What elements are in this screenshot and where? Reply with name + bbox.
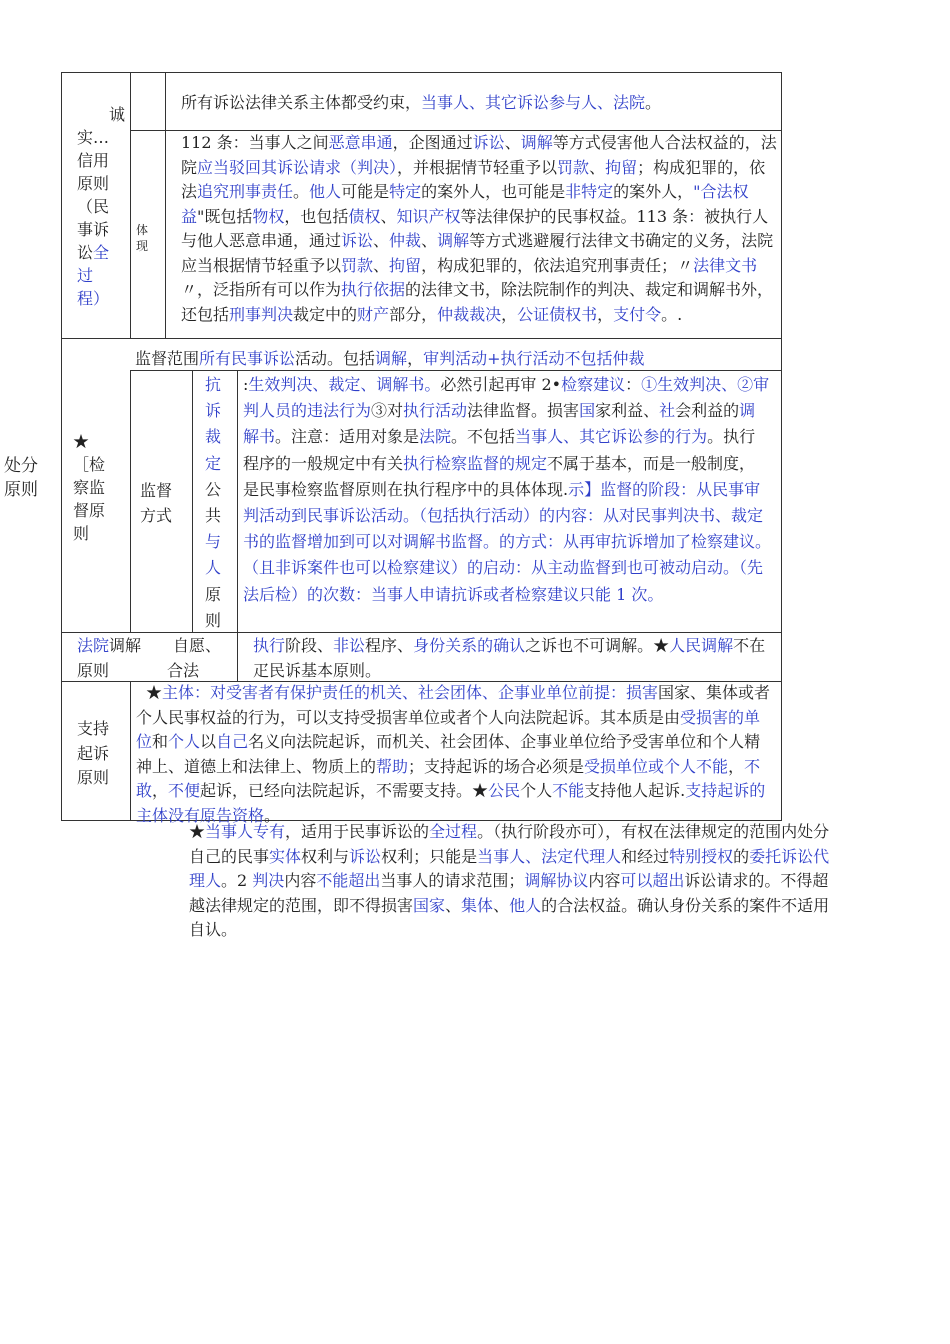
label-char: 诚 bbox=[109, 105, 126, 124]
highlight-text: ①生效判决、②审判人员的违法行为 bbox=[243, 375, 770, 421]
highlight-text: 受损害的单位 bbox=[136, 707, 761, 751]
text-segment: 内容 bbox=[284, 871, 317, 890]
chengxin-row1 bbox=[181, 91, 777, 116]
highlight-text: 支付令 bbox=[613, 304, 662, 324]
text-segment: 支持他人起诉. bbox=[584, 781, 686, 800]
text-segment: 调解 bbox=[109, 636, 142, 655]
highlight-text: 财产 bbox=[357, 304, 390, 324]
text-segment: ， bbox=[728, 756, 745, 776]
label-line bbox=[77, 287, 129, 310]
label-char: 事诉 bbox=[77, 220, 110, 239]
highlight-text: 调解书 bbox=[243, 401, 756, 447]
jiancha-range bbox=[135, 347, 775, 372]
text-segment: 权利与 bbox=[301, 846, 350, 866]
table-rule bbox=[165, 72, 166, 338]
text-segment: ， bbox=[597, 304, 614, 324]
highlight-text: 执行依据 bbox=[341, 280, 406, 299]
highlight-text: 债权 bbox=[348, 206, 381, 226]
highlight-text: 不能 bbox=[552, 781, 585, 800]
label-char: 程） bbox=[77, 289, 110, 308]
text-segment: 必然引起再审 2• bbox=[440, 375, 562, 394]
highlight-text: 诉讼 bbox=[472, 133, 505, 152]
text-segment: 等法律保护的民事权益。113 条：被执行人与他人恶意串通，通过 bbox=[181, 206, 769, 250]
text-segment: 以 bbox=[200, 732, 217, 751]
table-rule bbox=[130, 72, 131, 338]
highlight-text: 审判活动+执行活动不包括仲裁 bbox=[423, 349, 645, 368]
highlight-text: 社 bbox=[659, 401, 676, 421]
text-segment: 不在疋民诉基本原则。 bbox=[253, 636, 766, 680]
table-rule bbox=[192, 370, 193, 632]
table-border-top bbox=[61, 72, 781, 73]
text-segment: 。2 bbox=[221, 871, 253, 890]
table-border-right bbox=[781, 72, 782, 821]
highlight-text: 拘留 bbox=[389, 255, 422, 275]
highlight-text: 国家 bbox=[413, 895, 446, 915]
highlight-text: 他人 bbox=[309, 182, 342, 201]
highlight-text: 受损单位或个人不能 bbox=[584, 756, 729, 776]
text-segment: 法律监督。损害 bbox=[467, 401, 580, 421]
text-segment: ， bbox=[407, 349, 424, 368]
highlight-text: 法院 bbox=[419, 427, 452, 447]
text-segment: 。 bbox=[645, 93, 662, 112]
highlight-text: 主体：对受害者有保护责任的机关、社会团体、企事业单位前提：损害 bbox=[162, 683, 659, 702]
text-segment: 和 bbox=[152, 732, 169, 751]
text-segment: 之诉也不可调解。★ bbox=[525, 636, 670, 655]
text-segment: 。 bbox=[293, 182, 310, 201]
highlight-text: 法律文书 bbox=[693, 255, 758, 275]
table-rule bbox=[237, 632, 238, 681]
text-segment: 、 bbox=[493, 895, 510, 915]
text-segment: 。不包括 bbox=[451, 427, 516, 447]
highlight-text: 应当驳回其诉讼请求（判决） bbox=[197, 157, 398, 177]
text-segment: 112 条：当事人之间 bbox=[181, 133, 329, 152]
label-char: 过 bbox=[77, 266, 94, 285]
text-segment: 部分， bbox=[389, 304, 438, 324]
method-label-text: 监督方式 bbox=[140, 481, 173, 525]
text-segment: 、 bbox=[445, 895, 462, 915]
text-segment: 诉讼请求的。不得超越法律规定的范围，即不得损害 bbox=[189, 871, 829, 915]
text-segment: 的法律文书，除法院制作的判决、裁定和调解书外，还包括 bbox=[181, 280, 774, 324]
highlight-text: 不能超出 bbox=[316, 871, 381, 890]
highlight-text: 人民调解 bbox=[669, 636, 734, 655]
highlight-text: 仲裁裁决 bbox=[437, 304, 502, 324]
highlight-text: 示】监督的阶段：从民事审判活动到民事诉讼活动。（包括执行活动）的内容：从对民事判决书、裁定书的监督增加到可以对调解书监督。的方式：从再审抗诉增加了检察建议。（且非诉案件也可以检察建议）的启动：从主动监督到也可被动启动。（先法后检）的次数：当事人申请抗诉或者检察建议只能 1 次。 bbox=[243, 479, 772, 604]
text-segment: 。. bbox=[661, 304, 683, 324]
tiaojie-content bbox=[253, 634, 773, 683]
text-segment: 。 bbox=[264, 805, 281, 825]
text-segment: 不属于基本，而是一般制度，是民事检察监督原则在执行程序中的具体体现. bbox=[243, 453, 756, 499]
text-segment: 裁定中的 bbox=[293, 304, 358, 324]
column-char: 定 bbox=[205, 453, 222, 473]
highlight-text: 调解 bbox=[375, 349, 408, 368]
jiancha-label bbox=[73, 430, 127, 545]
highlight-text: 当事人专有 bbox=[205, 822, 286, 841]
highlight-text: 当事人、法定代理人 bbox=[477, 846, 622, 866]
highlight-text: 可以超出 bbox=[620, 871, 685, 890]
table-rule bbox=[237, 370, 238, 632]
highlight-text: 生效判决、裁定、调解书。 bbox=[248, 375, 441, 394]
text-segment: 的合法权益。确认身份关系的案件不适用自认。 bbox=[189, 895, 830, 939]
label-char: 信用 bbox=[77, 151, 110, 170]
zhichi-content bbox=[136, 681, 776, 828]
label-char: 实… bbox=[77, 128, 110, 147]
column-char: 抗 bbox=[205, 375, 222, 394]
highlight-text: 当事人、其它诉讼参与人、法院 bbox=[421, 93, 646, 112]
table-rule bbox=[130, 681, 131, 820]
text-segment: 名义向法院起诉，而机关、社会团体、企事业单位给予受害单位和个人精神上、道德上和法律上、物质上的 bbox=[136, 732, 761, 776]
text-segment: 权利；只能是 bbox=[381, 846, 478, 866]
text-segment: ；支持起诉的场合必须是 bbox=[408, 756, 585, 776]
text-segment: ，构成犯罪的，依法追究刑事责任；〃 bbox=[421, 255, 694, 275]
highlight-text: 集体 bbox=[461, 895, 494, 915]
highlight-text: 物权 bbox=[252, 206, 285, 226]
label-line: 起诉 bbox=[77, 743, 110, 763]
tiaojie-mid2: 合法 bbox=[167, 660, 200, 680]
column-char: 原 bbox=[205, 584, 222, 604]
highlight-text: 执行活动 bbox=[403, 401, 468, 421]
text-segment: 家利益、 bbox=[595, 401, 660, 421]
text-segment: 〃，泛指所有可以作为 bbox=[181, 280, 342, 299]
highlight-text: 全过程 bbox=[429, 822, 478, 841]
label-char: 全 bbox=[93, 243, 110, 262]
highlight-text: 调解 bbox=[520, 133, 553, 152]
text-segment: "既包括 bbox=[197, 206, 253, 226]
jiancha-content bbox=[243, 372, 771, 608]
highlight-text: 实体 bbox=[269, 846, 302, 866]
text-segment: 程序、 bbox=[365, 636, 414, 655]
highlight-text: 公民 bbox=[488, 781, 521, 800]
chengxin-row2 bbox=[181, 131, 777, 327]
text-segment: ；构成犯罪的，依法 bbox=[181, 157, 766, 201]
table-border-left bbox=[61, 72, 62, 821]
text-segment: ★ bbox=[189, 822, 206, 841]
highlight-text: 特别授权 bbox=[669, 846, 734, 866]
text-segment: 的案外人， bbox=[613, 182, 694, 201]
column-char: 裁 bbox=[205, 427, 222, 447]
highlight-text: 不敢 bbox=[136, 756, 761, 800]
text-segment: 国家、集体或者个人民事权益的行为，可以支持受损害单位或者个人向法院起诉。其本质是由 bbox=[136, 683, 771, 727]
highlight-text: 他人 bbox=[509, 895, 542, 915]
column-char: 诉 bbox=[205, 401, 222, 421]
jiancha-label-text: ★［检察监督原则 bbox=[73, 432, 106, 543]
text-segment: 。（执行阶段亦可），有权在法律规定的范围内处分自己的民事 bbox=[189, 822, 830, 866]
chufen-paragraph bbox=[189, 820, 837, 943]
column-char: 共 bbox=[205, 506, 222, 526]
column-char: 人 bbox=[205, 558, 222, 578]
text-segment: 。注意：适用对象是 bbox=[275, 427, 420, 447]
highlight-text: 罚款 bbox=[557, 157, 590, 177]
text-segment: 等方式逃避履行法律文书确定的义务，法院应当根据情节轻重予以 bbox=[181, 231, 774, 275]
label-line: 原则 bbox=[77, 768, 110, 787]
highlight-text: 支持起诉的主体没有原告资格 bbox=[136, 781, 766, 825]
column-char: 与 bbox=[205, 532, 222, 552]
label-char: （民 bbox=[77, 197, 110, 216]
text-segment: 内容 bbox=[588, 871, 621, 890]
tiaojie-label bbox=[77, 634, 157, 683]
text-segment: ， bbox=[152, 781, 169, 800]
highlight-text: 调解协议 bbox=[524, 871, 589, 890]
text-segment: 阶段、 bbox=[285, 636, 334, 655]
highlight-text: 判决 bbox=[252, 871, 285, 890]
highlight-text: 公证债权书 bbox=[517, 304, 598, 324]
text-segment: ，并根据情节轻重予以 bbox=[397, 157, 558, 177]
text-segment: 、 bbox=[373, 255, 390, 275]
chengxin-label bbox=[77, 103, 129, 310]
highlight-text: 不便 bbox=[168, 781, 201, 800]
highlight-text: 罚款 bbox=[341, 255, 374, 275]
tiaojie-label-line2: 原则 bbox=[77, 660, 110, 680]
text-segment: 、 bbox=[373, 231, 390, 250]
highlight-text: 个人 bbox=[168, 732, 201, 751]
zhichi-label bbox=[77, 717, 125, 791]
highlight-text: 执行 bbox=[253, 636, 286, 655]
highlight-text: 法院 bbox=[77, 636, 110, 655]
highlight-text: 委托诉讼代理人 bbox=[189, 846, 830, 890]
text-segment: ③对 bbox=[371, 401, 404, 421]
text-segment: 的案外人，也可能是 bbox=[421, 182, 566, 201]
highlight-text: 非特定 bbox=[565, 182, 614, 201]
highlight-text: 诉讼 bbox=[349, 846, 382, 866]
highlight-text: 所有民事诉讼 bbox=[199, 349, 296, 368]
highlight-text: 非讼 bbox=[333, 636, 366, 655]
text-segment: 、 bbox=[504, 133, 521, 152]
text-segment: 可能是 bbox=[341, 182, 390, 201]
side-label-text: 处分原则 bbox=[4, 456, 38, 500]
text-segment: ★ bbox=[146, 683, 163, 702]
label-line bbox=[77, 241, 129, 264]
highlight-text: 帮助 bbox=[376, 756, 409, 776]
label-line: 支持 bbox=[77, 719, 110, 738]
text-segment: 起诉，已经向法院起诉，不需要支持。★ bbox=[200, 781, 489, 800]
text-segment: 活动。包括 bbox=[295, 349, 376, 368]
text-segment: 监督范围 bbox=[135, 349, 200, 368]
text-segment: 和经过 bbox=[621, 846, 670, 866]
text-segment: 当事人的请求范围； bbox=[380, 871, 525, 890]
tiaojie-mid bbox=[167, 634, 235, 683]
text-segment: ，企图通过 bbox=[392, 133, 473, 152]
side-label bbox=[4, 454, 46, 500]
text-segment: 的 bbox=[733, 846, 750, 866]
highlight-text: 刑事判决 bbox=[229, 304, 294, 324]
highlight-text: 恶意串通 bbox=[328, 133, 393, 152]
text-segment: 、 bbox=[589, 157, 606, 177]
text-segment: ，适用于民事诉讼的 bbox=[285, 822, 430, 841]
highlight-text: 身份关系的确认 bbox=[413, 636, 526, 655]
highlight-text: 知识产权 bbox=[396, 206, 461, 226]
tixian-label bbox=[136, 222, 162, 254]
text-segment: 个人 bbox=[520, 781, 553, 800]
highlight-text: 调解 bbox=[437, 231, 470, 250]
label-char: 讼 bbox=[77, 243, 94, 262]
table-rule bbox=[61, 338, 781, 339]
column-char: 则 bbox=[205, 610, 222, 630]
highlight-text: 执行检察监督的规定 bbox=[403, 453, 548, 473]
label-char: 原则 bbox=[77, 174, 110, 193]
highlight-text: 自己 bbox=[216, 732, 249, 751]
highlight-text: 特定 bbox=[389, 182, 422, 201]
tiaojie-mid1: 自愿、 bbox=[173, 636, 222, 655]
tixian-label-text: 体现 bbox=[136, 223, 149, 253]
kangsu-column bbox=[205, 372, 227, 634]
highlight-text: 追究刑事责任 bbox=[197, 182, 294, 201]
highlight-text: 拘留 bbox=[605, 157, 638, 177]
tiaojie-label-line1 bbox=[77, 634, 157, 659]
table-rule bbox=[130, 370, 131, 632]
text-segment: : bbox=[243, 375, 249, 394]
text-segment: 、 bbox=[421, 231, 438, 250]
method-label bbox=[140, 479, 184, 528]
highlight-text: 当事人、其它诉讼参的行为 bbox=[515, 427, 708, 447]
highlight-text: 诉讼 bbox=[341, 231, 374, 250]
column-char: 公 bbox=[205, 479, 222, 499]
text-segment: 、 bbox=[380, 206, 397, 226]
text-segment: 所有诉讼法律关系主体都受约束， bbox=[181, 93, 422, 112]
table-rule bbox=[61, 632, 781, 633]
text-segment: 等方式侵害他人合法权益的，法院 bbox=[181, 133, 777, 177]
highlight-text: "合法权益 bbox=[181, 182, 749, 226]
highlight-text: 仲裁 bbox=[389, 231, 422, 250]
text-segment: ，也包括 bbox=[284, 206, 349, 226]
highlight-text: 国 bbox=[579, 401, 596, 421]
text-segment: ， bbox=[501, 304, 518, 324]
text-segment: 会利益的 bbox=[675, 401, 740, 421]
text-segment: 。执行程序的一般规定中有关 bbox=[243, 427, 756, 473]
text-segment: ： bbox=[625, 375, 642, 394]
highlight-text: 检察建议 bbox=[561, 375, 626, 394]
